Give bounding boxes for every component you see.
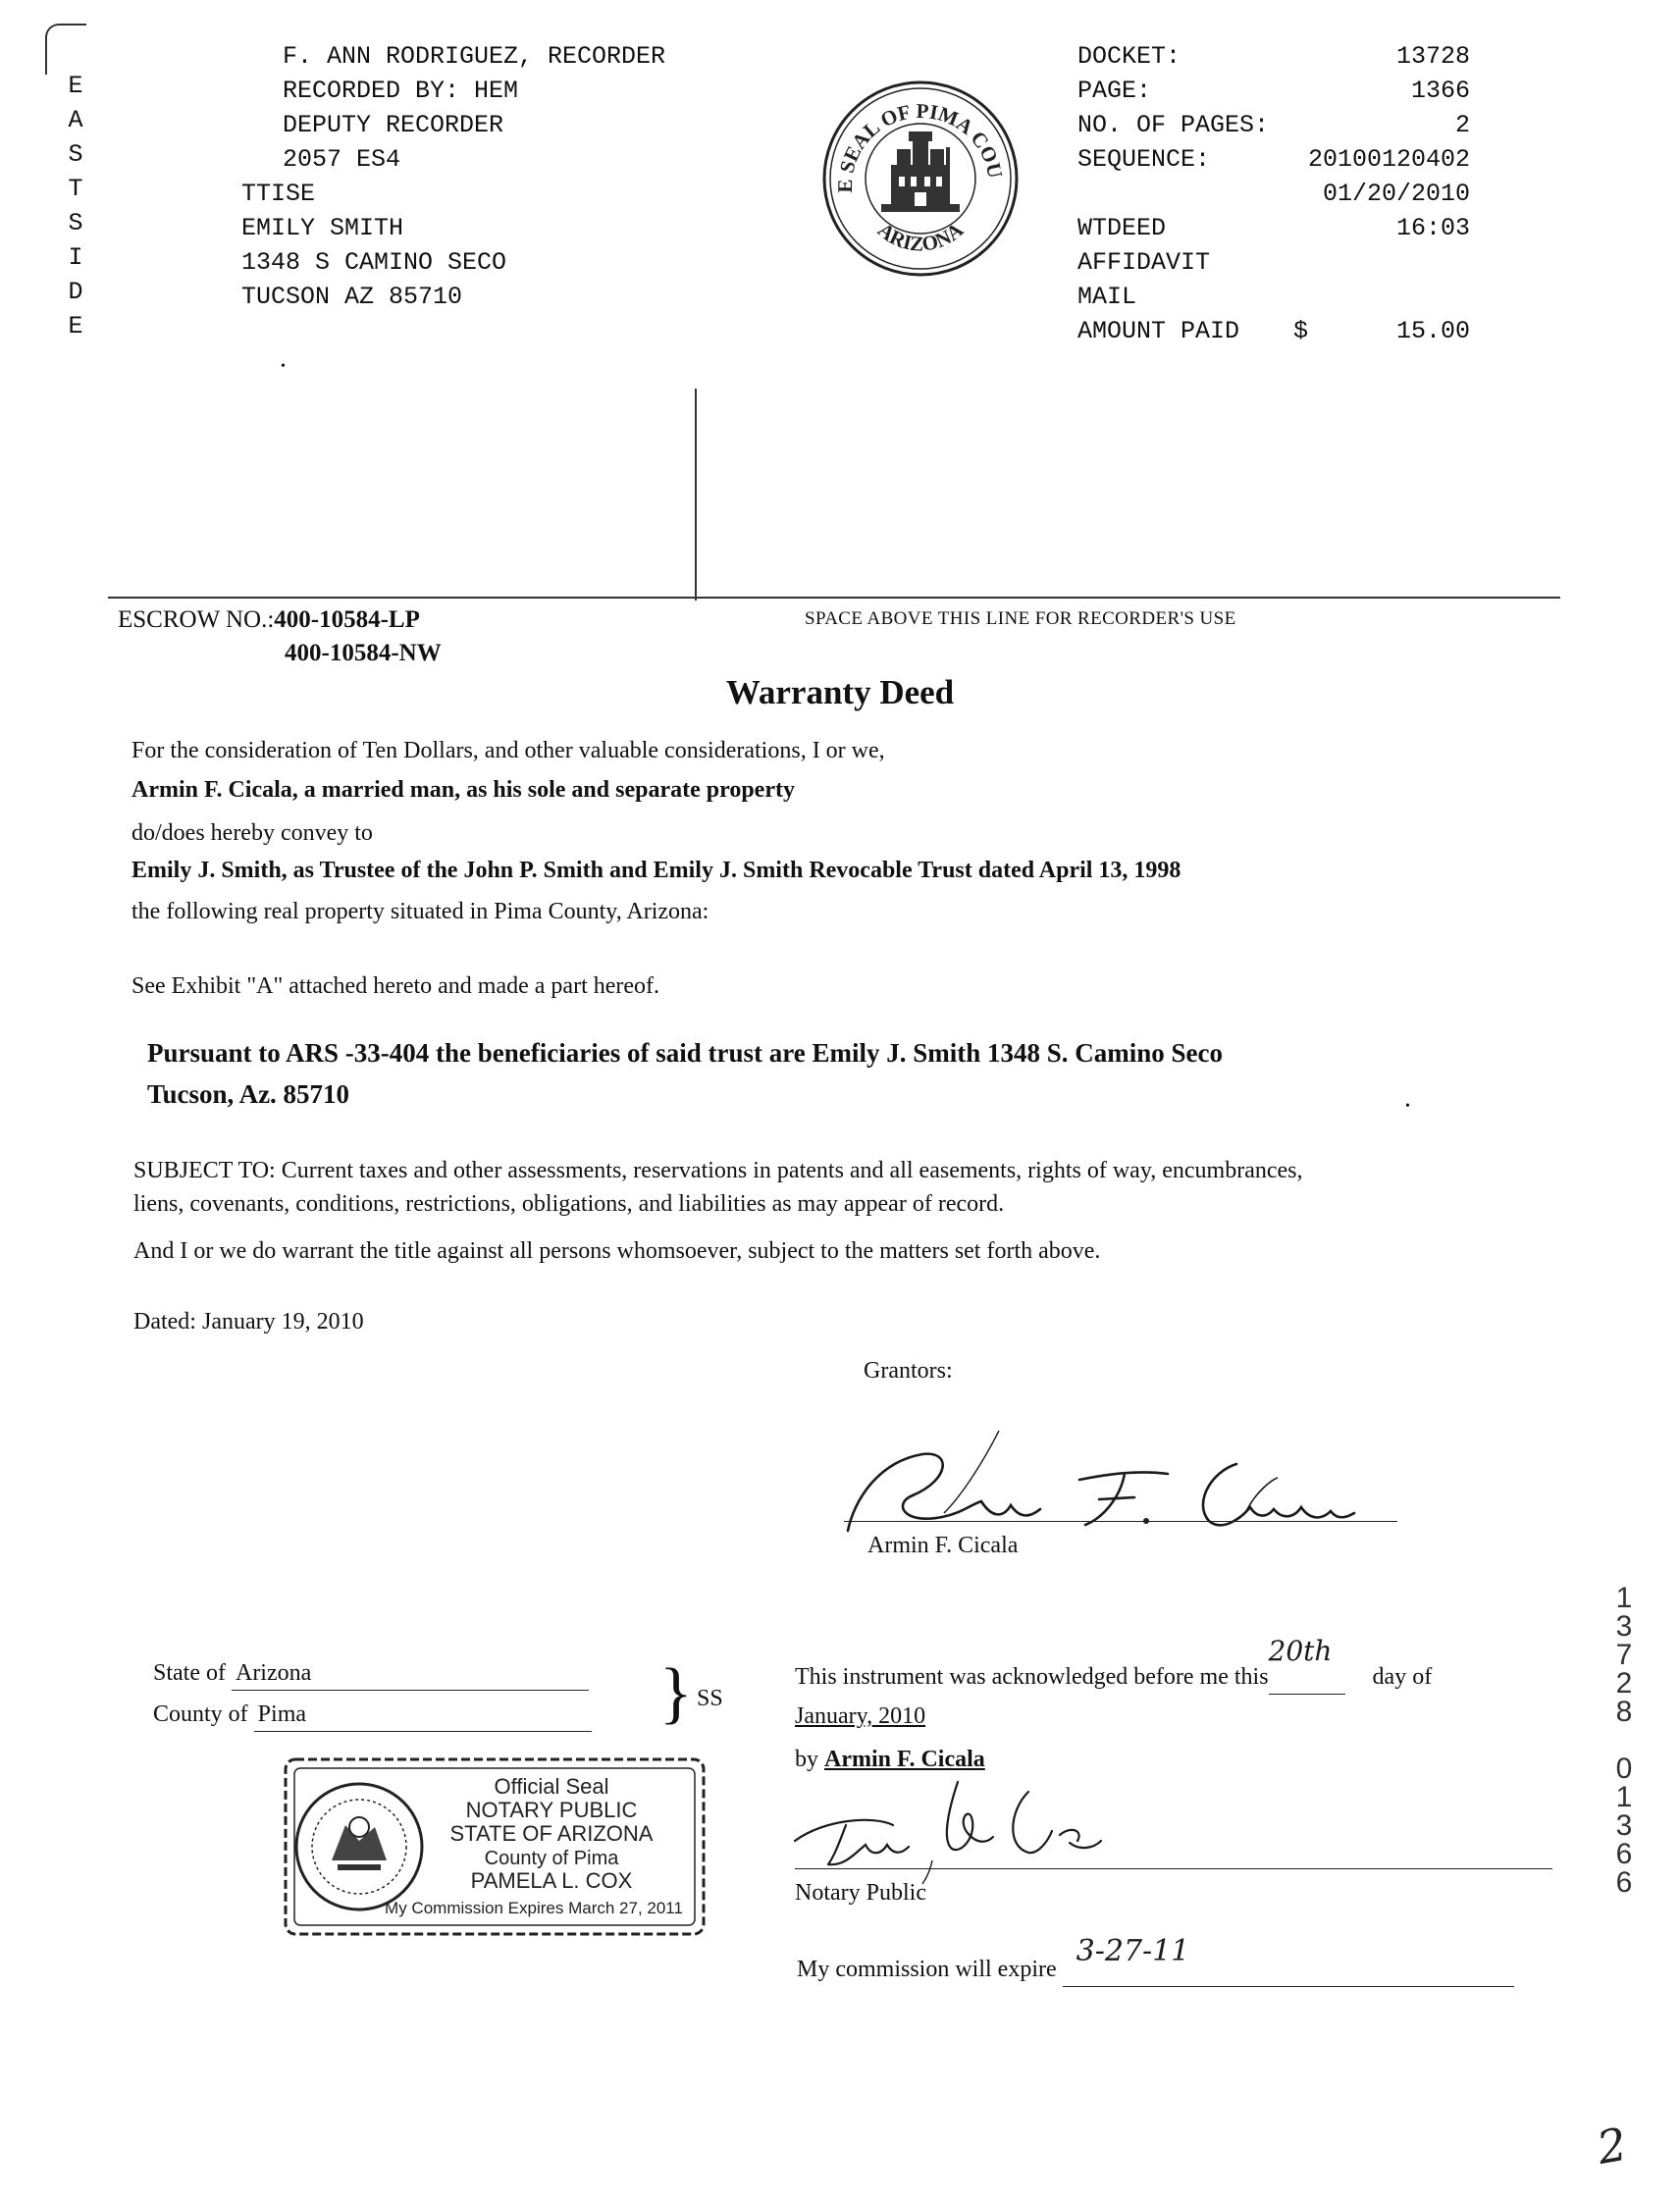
pima-county-seal bbox=[820, 78, 1021, 279]
return-line: 1348 S CAMINO SECO bbox=[241, 248, 507, 277]
notary-seal-line: NOTARY PUBLIC bbox=[465, 1798, 638, 1822]
eastside-vertical-label bbox=[61, 69, 90, 343]
notary-signature-line bbox=[795, 1868, 1552, 1869]
return-line: TTISE bbox=[241, 180, 316, 208]
side-letter: E bbox=[68, 72, 83, 100]
grantor-signature-line bbox=[844, 1521, 1397, 1522]
return-line: TUCSON AZ 85710 bbox=[241, 283, 463, 311]
recorder-area-divider bbox=[695, 389, 697, 601]
recorder-use-label: SPACE ABOVE THIS LINE FOR RECORDER'S USE bbox=[805, 608, 1236, 629]
subject-to-line-2: liens, covenants, conditions, restrictions, obligations, and liabilities as may appear of record. bbox=[133, 1191, 1005, 1217]
warrant-text: And I or we do warrant the title against all persons whomsoever, subject to the matters set forth above. bbox=[133, 1238, 1101, 1264]
side-letter: S bbox=[68, 209, 83, 237]
recorder-line: 2057 ES4 bbox=[283, 145, 401, 174]
county-of-line: County of Pima bbox=[153, 1698, 592, 1732]
notary-seal-line: PAMELA L. COX bbox=[470, 1868, 633, 1893]
pages-row: NO. OF PAGES: 2 bbox=[1077, 111, 1470, 139]
book-page-stamp: 1 3 7 2 8 0 1 3 6 6 bbox=[1615, 1582, 1633, 1899]
state-of-line: State of Arizona bbox=[153, 1656, 589, 1691]
page-number-mark: 2 bbox=[1593, 2117, 1631, 2175]
notary-seal-line: County of Pima bbox=[484, 1848, 619, 1869]
page-row: PAGE: 1366 bbox=[1077, 77, 1470, 105]
pursuant-line-2: Tucson, Az. 85710 bbox=[147, 1079, 350, 1109]
date-row: 01/20/2010 bbox=[1322, 180, 1470, 208]
grantor-name: Armin F. Cicala bbox=[867, 1533, 1019, 1558]
ack-month-year: January, 2010 bbox=[795, 1703, 926, 1729]
amount-row: AMOUNT PAID $ 15.00 bbox=[1077, 317, 1470, 345]
ack-day-value: 20th bbox=[1268, 1635, 1333, 1667]
state-value: Arizona bbox=[232, 1656, 589, 1691]
grantor-signature-graphic bbox=[834, 1423, 1403, 1541]
exhibit-text: See Exhibit "A" attached hereto and made a part hereof. bbox=[131, 973, 660, 999]
side-letter: E bbox=[68, 312, 83, 340]
notary-seal-line: Official Seal bbox=[494, 1774, 609, 1799]
return-address bbox=[241, 177, 654, 314]
commission-field bbox=[1063, 1934, 1514, 1987]
corner-mark bbox=[45, 24, 86, 75]
escrow-number: ESCROW NO.:400-10584-LP bbox=[118, 606, 420, 633]
situated-text: the following real property situated in Pima County, Arizona: bbox=[131, 899, 709, 924]
venue-brace: } bbox=[659, 1655, 693, 1731]
recorder-line: RECORDED BY: HEM bbox=[283, 77, 519, 105]
seal-bottom-text: ARIZONA bbox=[872, 217, 969, 256]
seal-top-text: E SEAL OF PIMA COU bbox=[832, 98, 1008, 193]
county-value: Pima bbox=[254, 1698, 592, 1732]
pursuant-line-1: Pursuant to ARS -33-404 the beneficiaries of said trust are Emily J. Smith 1348 S. Camino Seco bbox=[147, 1038, 1223, 1068]
recorder-line: DEPUTY RECORDER bbox=[283, 111, 504, 139]
mail-row: MAIL bbox=[1077, 283, 1137, 311]
acknowledgment-line: This instrument was acknowledged before me this 20th day of bbox=[795, 1660, 1432, 1695]
commission-value: 3-27-11 bbox=[1076, 1934, 1190, 1968]
grantee-text: Emily J. Smith, as Trustee of the John P. Smith and Emily J. Smith Revocable Trust dated April 13, 1998 bbox=[131, 858, 1181, 883]
side-letter: I bbox=[68, 243, 83, 272]
side-letter: D bbox=[68, 278, 83, 306]
ack-day-field bbox=[1268, 1635, 1345, 1695]
recorder-header bbox=[283, 39, 744, 177]
notary-signature-graphic bbox=[785, 1772, 1158, 1890]
convey-text: do/does hereby convey to bbox=[131, 820, 373, 846]
affidavit-row: AFFIDAVIT bbox=[1077, 248, 1211, 277]
docket-row: DOCKET: 13728 bbox=[1077, 42, 1470, 71]
ack-by-line: by Armin F. Cicala bbox=[795, 1747, 985, 1772]
subject-to-line-1: SUBJECT TO: Current taxes and other assessments, reservations in patents and all easements, rights of way, encumbrances, bbox=[133, 1158, 1303, 1183]
ss-label: SS bbox=[697, 1686, 723, 1711]
notary-seal-line: My Commission Expires March 27, 2011 bbox=[385, 1899, 683, 1917]
escrow-number-2: 400-10584-NW bbox=[285, 640, 442, 666]
notary-signature bbox=[785, 1772, 1158, 1890]
sequence-row: SEQUENCE: 20100120402 bbox=[1077, 145, 1470, 174]
notary-seal-graphic bbox=[283, 1756, 707, 1937]
dated-text: Dated: January 19, 2010 bbox=[133, 1309, 364, 1334]
doc-type-row: WTDEED 16:03 bbox=[1077, 214, 1470, 242]
consideration-text: For the consideration of Ten Dollars, and other valuable considerations, I or we, bbox=[131, 738, 885, 763]
return-line: EMILY SMITH bbox=[241, 214, 404, 242]
grantors-label: Grantors: bbox=[864, 1358, 953, 1384]
notary-public-label: Notary Public bbox=[795, 1880, 926, 1906]
docket-info bbox=[1077, 39, 1470, 348]
recorder-line: F. ANN RODRIGUEZ, RECORDER bbox=[283, 42, 666, 71]
seal-graphic bbox=[820, 78, 1021, 279]
grantor-signature bbox=[834, 1423, 1403, 1541]
side-letter: S bbox=[68, 140, 83, 169]
stray-dot: • bbox=[1405, 1099, 1410, 1114]
side-letter: A bbox=[68, 106, 83, 134]
recorder-use-rule bbox=[108, 597, 1560, 599]
commission-line: My commission will expire 3-27-11 bbox=[797, 1953, 1514, 1987]
notary-seal-line: STATE OF ARIZONA bbox=[449, 1821, 654, 1846]
grantor-text: Armin F. Cicala, a married man, as his sole and separate property bbox=[131, 777, 795, 803]
notary-seal-stamp bbox=[283, 1756, 707, 1937]
side-letter: T bbox=[68, 175, 83, 203]
state-seal-icon bbox=[332, 1817, 387, 1870]
page-title: Warranty Deed bbox=[725, 673, 955, 711]
stray-dot: • bbox=[281, 359, 286, 374]
